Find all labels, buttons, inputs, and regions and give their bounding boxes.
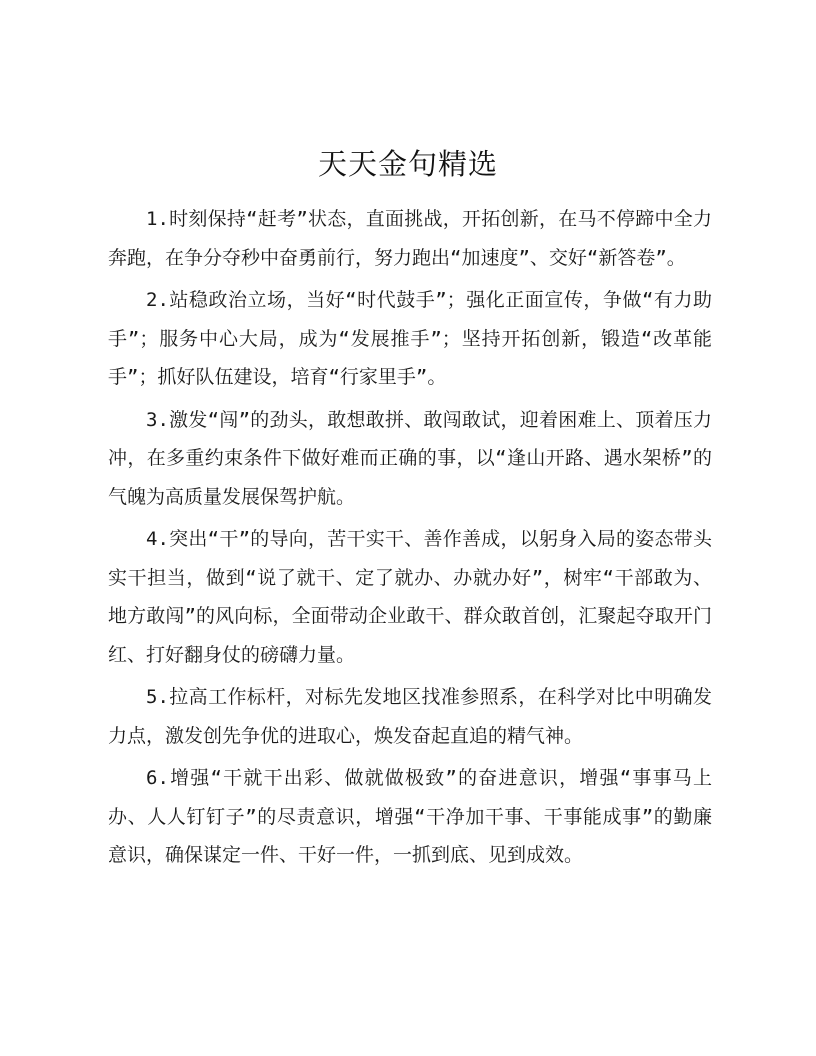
paragraph-1: 1.时刻保持“赶考”状态，直面挑战，开拓创新，在马不停蹄中全力奔跑，在争分夺秒中奋勇前行，努力跑出“加速度”、交好“新答卷”。 (108, 208, 712, 269)
paragraph-2: 2.站稳政治立场，当好“时代鼓手”；强化正面宣传，争做“有力助手”；服务中心大局，成为“发展推手”；坚持开拓创新，锻造“改革能手”；抓好队伍建设，培育“行家里手”。 (108, 289, 712, 388)
document-body (108, 200, 712, 879)
paragraph-4: 4.突出“干”的导向，苦干实干、善作善成，以躬身入局的姿态带头实干担当，做到“说了就干、定了就办、办就办好”，树牢“干部敢为、地方敢闯”的风向标，全面带动企业敢干、群众敢首创，汇聚起夺取开门红、打好翻身仗的磅礴力量。 (108, 528, 712, 666)
paragraph-5: 5.拉高工作标杆，对标先发地区找准参照系，在科学对比中明确发力点，激发创先争优的进取心，焕发奋起直追的精气神。 (108, 686, 712, 747)
page-title: 天天金句精选 (317, 147, 498, 181)
paragraph-6: 6.增强“干就干出彩、做就做极致”的奋进意识，增强“事事马上办、人人钉钉子”的尽责意识，增强“干净加干事、干事能成事”的勤廉意识，确保谋定一件、干好一件，一抓到底、见到成效。 (108, 767, 712, 866)
paragraph-3: 3.激发“闯”的劲头，敢想敢拼、敢闯敢试，迎着困难上、顶着压力冲，在多重约束条件下做好难而正确的事，以“逢山开路、遇水架桥”的气魄为高质量发展保驾护航。 (108, 408, 712, 508)
